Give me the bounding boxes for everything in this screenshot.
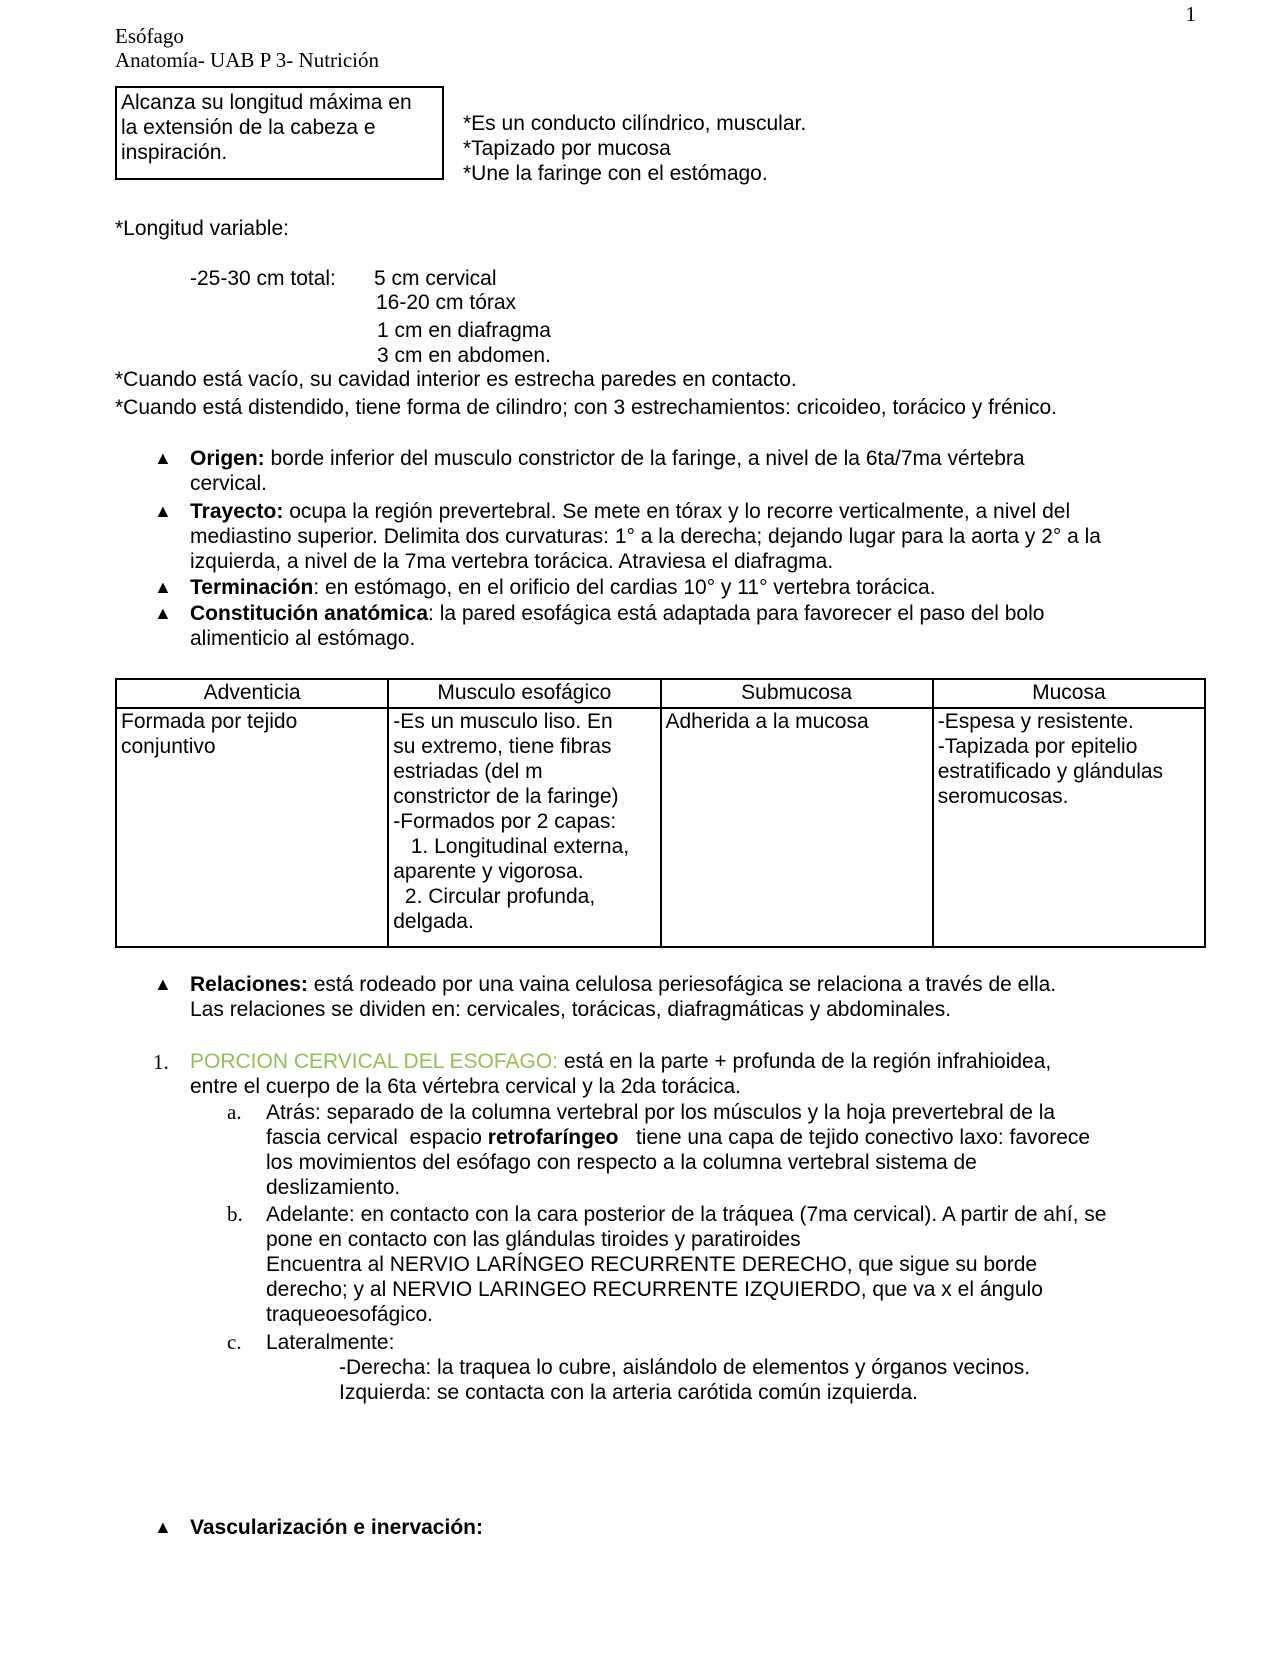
sub-item-text: traqueoesofágico. [266, 1303, 433, 1326]
triangle-bullet-icon: ▲ [154, 1517, 172, 1537]
page-number: 1 [1185, 2, 1196, 26]
bullet-term: Vascularización e inervación: [190, 1516, 483, 1539]
section-number: 1. [153, 1050, 169, 1074]
table-cell-musculo [388, 708, 660, 947]
sub-item-text: los movimientos del esófago con respecto a la columna vertebral sistema de [266, 1151, 977, 1174]
distended-state-line: *Cuando está distendido, tiene forma de cilindro; con 3 estrechamientos: cricoideo, torácico y frénico. [115, 396, 1058, 419]
cell-line: -Formados por 2 capas: [393, 810, 617, 833]
triangle-bullet-icon: ▲ [154, 603, 172, 623]
section-text: entre el cuerpo de la 6ta vértebra cervical y la 2da torácica. [190, 1075, 741, 1098]
document-header [115, 24, 379, 72]
cell-line: estratificado y glándulas [937, 760, 1164, 783]
cell-line: aparente y vigorosa. [393, 860, 584, 883]
cell-line: delgada. [393, 910, 474, 933]
sub-item-letter: c. [227, 1330, 242, 1354]
cell-line: seromucosas. [937, 785, 1069, 808]
table-header-cell: Adventicia [116, 679, 388, 708]
section-cervical [190, 1049, 1051, 1099]
bullet-text: mediastino superior. Delimita dos curvaturas: 1° a la derecha; dejando lugar para la aorta y 2° a la [190, 525, 1101, 548]
intro-line: *Es un conducto cilíndrico, muscular. [463, 112, 807, 135]
sub-item-bold-term: retrofaríngeo [487, 1126, 619, 1149]
cell-line: -Es un musculo liso. En [393, 710, 613, 733]
bullet-term: Origen: [190, 447, 265, 470]
sub-item-text: derecho; y al NERVIO LARINGEO RECURRENTE IZQUIERDO, que va x el ángulo [266, 1278, 1043, 1301]
triangle-bullet-icon: ▲ [154, 448, 172, 468]
callout-box [115, 86, 444, 180]
bullet-term: Trayecto: [190, 500, 284, 523]
length-segment: 3 cm en abdomen. [377, 344, 551, 367]
table-row [116, 708, 1205, 947]
cell-line: conjuntivo [121, 735, 216, 758]
callout-line: inspiración. [121, 141, 228, 164]
layers-table [115, 678, 1206, 948]
bullet-body [190, 1515, 1184, 1540]
sub-item-text: deslizamiento. [266, 1176, 401, 1199]
sub-item-text: pone en contacto con las glándulas tiroides y paratiroides [266, 1228, 801, 1251]
triangle-bullet-icon: ▲ [154, 577, 172, 597]
cell-line: constrictor de la faringe) [393, 785, 619, 808]
bullet-text: : en estómago, en el orificio del cardias 10° y 11° vertebra torácica. [313, 576, 936, 599]
length-segment: 16-20 cm tórax [376, 291, 517, 314]
bullet-text: está rodeado por una vaina celulosa periesofágica se relaciona a través de ella. [307, 973, 1057, 996]
bullet-body [190, 972, 1184, 1022]
lateral-line: Izquierda: se contacta con la arteria carótida común izquierda. [339, 1381, 918, 1404]
section-text: está en la parte + profunda de la región infrahioidea, [557, 1050, 1052, 1073]
bullet-text: ocupa la región prevertebral. Se mete en tórax y lo recorre verticalmente, a nivel del [283, 500, 1071, 523]
bullet-body [190, 499, 1184, 574]
callout-line: la extensión de la cabeza e [121, 116, 376, 139]
sub-item-letter: b. [227, 1202, 243, 1226]
document-title: Esófago [115, 24, 184, 48]
cell-line: Formada por tejido [121, 710, 298, 733]
bullet-body [190, 575, 1184, 600]
cell-line: 2. Circular profunda, [393, 885, 596, 908]
table-cell-adventicia [116, 708, 388, 947]
section-title: PORCION CERVICAL DEL ESOFAGO: [190, 1050, 558, 1073]
bullet-term: Relaciones: [190, 973, 308, 996]
intro-list [463, 111, 806, 186]
sub-item-text: fascia cervical espacio [266, 1126, 488, 1149]
bullet-text: alimenticio al estómago. [190, 627, 416, 650]
cell-line: su extremo, tiene fibras [393, 735, 612, 758]
table-cell-mucosa [933, 708, 1205, 947]
bullet-text: cervical. [190, 472, 268, 495]
length-segment: 5 cm cervical [374, 267, 497, 290]
lateral-relations [339, 1355, 1030, 1405]
triangle-bullet-icon: ▲ [154, 974, 172, 994]
sub-item-text: Lateralmente: [266, 1331, 395, 1354]
intro-line: *Une la faringe con el estómago. [463, 162, 768, 185]
sub-item-body [266, 1100, 1090, 1200]
bullet-body [190, 446, 1184, 496]
sub-item-letter: a. [227, 1100, 242, 1124]
sub-item-body [266, 1330, 394, 1355]
bullet-text: izquierda, a nivel de la 7ma vertebra torácica. Atraviesa el diafragma. [190, 550, 834, 573]
lateral-line: -Derecha: la traquea lo cubre, aislándolo de elementos y órganos vecinos. [339, 1356, 1031, 1379]
cell-line: -Espesa y resistente. [937, 710, 1134, 733]
cell-line: Adherida a la mucosa [665, 710, 869, 733]
bullet-body [190, 601, 1184, 651]
sub-item-text: Adelante: en contacto con la cara posterior de la tráquea (7ma cervical). A partir de ahí, se [266, 1203, 1107, 1226]
sub-item-text: Atrás: separado de la columna vertebral por los músculos y la hoja prevertebral de la [266, 1101, 1056, 1124]
sub-item-text: tiene una capa de tejido conectivo laxo: favorece [618, 1126, 1091, 1149]
sub-item-text: Encuentra al NERVIO LARÍNGEO RECURRENTE DERECHO, que sigue su borde [266, 1253, 1038, 1276]
document-subtitle: Anatomía- UAB P 3- Nutrición [115, 48, 380, 72]
bullet-text: borde inferior del musculo constrictor de la faringe, a nivel de la 6ta/7ma vértebra [264, 447, 1025, 470]
bullet-term: Terminación [190, 576, 314, 599]
table-header-cell: Submucosa [661, 679, 933, 708]
table-header-cell: Musculo esofágico [388, 679, 660, 708]
sub-item-body [266, 1202, 1106, 1327]
empty-state-line: *Cuando está vacío, su cavidad interior es estrecha paredes en contacto. [115, 368, 797, 391]
length-segment: 1 cm en diafragma [377, 319, 551, 342]
triangle-bullet-icon: ▲ [154, 501, 172, 521]
length-title: *Longitud variable: [115, 217, 289, 240]
callout-line: Alcanza su longitud máxima en [121, 91, 412, 114]
bullet-text: Las relaciones se dividen en: cervicales, torácicas, diafragmáticas y abdominales. [190, 998, 952, 1021]
table-header-row [116, 679, 1205, 708]
bullet-text: : la pared esofágica está adaptada para favorecer el paso del bolo [428, 602, 1045, 625]
table-cell-submucosa [661, 708, 933, 947]
cell-line: 1. Longitudinal externa, [393, 835, 630, 858]
bullet-term: Constitución anatómica [190, 602, 429, 625]
length-total-label: -25-30 cm total: [190, 267, 336, 290]
cell-line: estriadas (del m [393, 760, 543, 783]
cell-line: -Tapizada por epitelio [937, 735, 1138, 758]
intro-line: *Tapizado por mucosa [463, 137, 671, 160]
table-header-cell: Mucosa [933, 679, 1205, 708]
